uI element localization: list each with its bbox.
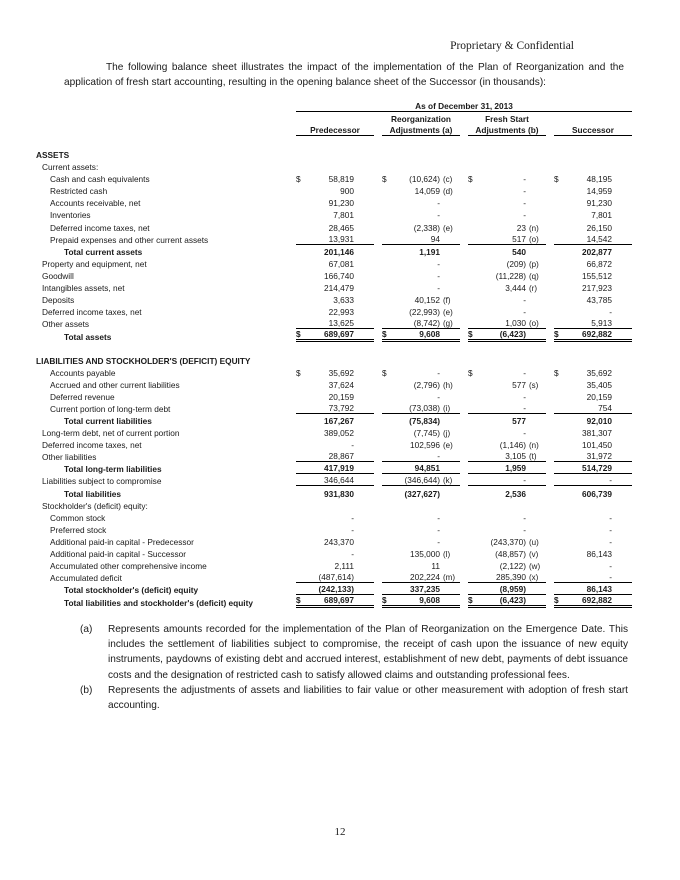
cell-value: - [523,428,526,439]
table-row [36,535,632,547]
cell-value: 7,801 [591,210,612,221]
cell-value: (2,122) [499,560,526,571]
row-label: Common stock [50,512,106,523]
row-label: Total liabilities and stockholder's (deficit) equity [64,597,253,608]
table-row [36,571,632,583]
table-row [36,305,632,317]
cell-value: 285,390 [496,571,526,582]
cell-value: 14,542 [586,233,612,244]
cell-value: 35,692 [586,368,612,379]
cell-note: (j) [443,429,451,439]
table-row [36,499,632,511]
currency-symbol: $ [382,594,387,605]
cell-value: - [609,524,612,535]
cell-value: 417,919 [324,463,354,474]
cell-value: - [523,294,526,305]
currency-symbol: $ [554,368,559,379]
footnote-letter: (b) [80,684,93,696]
cell-value: 92,010 [586,416,612,427]
cell-value: 577 [512,380,526,391]
row-label: Total current liabilities [64,416,152,427]
cell-value: 3,633 [333,294,354,305]
cell-value: 22,993 [328,306,354,317]
cell-value: 73,792 [328,403,354,414]
cell-value: 67,081 [328,258,354,269]
cell-value: - [523,475,526,486]
cell-value: (242,133) [318,583,354,594]
cell-value: - [437,512,440,523]
currency-symbol: $ [296,174,301,185]
as-of-header: As of December 31, 2013 [296,101,632,112]
row-label: Long-term debt, net of current portion [42,428,180,439]
row-label: Accounts payable [50,368,116,379]
page-number: 12 [334,826,346,838]
cell-value: - [437,392,440,403]
row-label: Other assets [42,318,90,329]
table-row [36,438,632,450]
table-row [36,269,632,281]
cell-value: 11 [431,560,440,571]
table-row [36,583,632,595]
cell-value: 20,159 [328,392,354,403]
cell-value: 517 [512,233,526,244]
cell-value: 606,739 [582,488,612,499]
footnote-text: Represents amounts recorded for the implementation of the Plan of Reorganization on the Emergence Date. This includes the settlement of liabilities subject to compromise, the receipt of cash upon the issuance of new equity instruments, paydowns of existing debt and accrued interest, establishment of new debt, payments of debt issuance costs and the designation of restricted cash to satisfy allowed claims and outstanding professional fees. [108,624,628,681]
currency-symbol: $ [468,594,473,605]
row-label: Accumulated deficit [50,572,122,583]
table-row [36,160,632,172]
row-label: Total current assets [64,246,143,257]
cell-value: 692,882 [582,328,612,339]
cell-value: - [523,392,526,403]
column-header-line1 [554,112,632,124]
cell-note: (v) [529,549,539,559]
table-row [36,378,632,390]
row-label: Total liabilities [64,488,122,499]
cell-value: 514,729 [582,463,612,474]
table-row [36,317,632,329]
cell-value: 155,512 [582,270,612,281]
table-row [36,196,632,208]
cell-value: - [523,198,526,209]
currency-symbol: $ [296,368,301,379]
cell-value: (8,959) [499,583,526,594]
row-label: ASSETS [36,150,70,161]
cell-value: 28,867 [328,451,354,462]
cell-value: 217,923 [582,282,612,293]
cell-value: - [437,210,440,221]
cell-note: (e) [443,441,453,451]
cell-value: 243,370 [324,536,354,547]
confidential-label: Proprietary & Confidential [450,40,574,52]
column-header-line1: Fresh Start [485,114,529,125]
table-row [36,547,632,559]
cell-value: 23 [516,222,526,233]
cell-note: (q) [529,271,539,281]
cell-value: 3,105 [505,451,526,462]
cell-value: 37,624 [328,380,354,391]
currency-symbol: $ [554,328,559,339]
cell-value: 20,159 [586,392,612,403]
column-header-successor: Successor [554,125,632,136]
row-label: Total stockholder's (deficit) equity [64,584,199,595]
table-row [36,402,632,414]
column-header-predecessor: Predecessor [296,125,374,136]
cell-value: (1,146) [499,440,526,451]
cell-value: 35,405 [586,380,612,391]
cell-value: 337,235 [410,583,440,594]
cell-value: 91,230 [586,198,612,209]
cell-value: 167,267 [324,416,354,427]
cell-value: 381,307 [582,428,612,439]
cell-value: 577 [512,416,526,427]
cell-value: 900 [340,186,354,197]
table-row [36,366,632,378]
cell-value: - [351,512,354,523]
cell-value: - [351,524,354,535]
cell-value: 58,819 [328,174,354,185]
row-label [36,136,290,148]
table-row [36,208,632,220]
cell-note: (o) [529,318,539,328]
table-row [36,390,632,402]
row-label: Deposits [42,294,75,305]
cell-value: 166,740 [324,270,354,281]
table-row [36,184,632,196]
cell-value: 13,931 [328,233,354,244]
row-label: Other liabilities [42,452,97,463]
row-label: Total long-term liabilities [64,464,162,475]
row-label: Inventories [50,210,91,221]
cell-value: - [523,524,526,535]
currency-symbol: $ [554,174,559,185]
row-label: Accrued and other current liabilities [50,380,180,391]
row-label: Intangibles assets, net [42,282,125,293]
table-row [36,293,632,305]
cell-value: 40,152 [414,294,440,305]
table-row [36,136,632,148]
cell-note: (e) [443,223,453,233]
cell-value: 9,608 [419,594,440,605]
table-row [36,245,632,257]
table-row [36,462,632,474]
cell-value: - [523,368,526,379]
cell-value: 202,224 [410,571,440,582]
cell-value: 389,052 [324,428,354,439]
currency-symbol: $ [382,174,387,185]
cell-value: (6,423) [499,594,526,605]
cell-value: (75,834) [409,416,440,427]
table-row [36,220,632,232]
cell-value: 1,030 [505,317,526,328]
cell-value: 94 [430,233,440,244]
cell-note: (n) [529,441,539,451]
cell-value: 7,801 [333,210,354,221]
row-label: Property and equipment, net [42,258,147,269]
cell-note: (d) [443,187,453,197]
currency-symbol: $ [296,594,301,605]
cell-note: (k) [443,476,453,486]
footnote-text: Represents the adjustments of assets and liabilities to fair value or other measurement with adoption of fresh start accounting. [108,684,628,712]
cell-value: (6,423) [499,328,526,339]
cell-value: - [523,186,526,197]
cell-value: (8,742) [413,317,440,328]
cell-note: (x) [529,572,539,582]
row-label: Deferred income taxes, net [50,222,150,233]
cell-note: (r) [529,283,537,293]
table-row [36,354,632,366]
cell-value: (209) [506,258,526,269]
cell-value: - [437,451,440,462]
cell-value: - [609,306,612,317]
cell-note: (e) [443,307,453,317]
cell-value: - [351,440,354,451]
cell-value: 13,625 [328,317,354,328]
cell-value: - [609,512,612,523]
cell-value: (2,338) [413,222,440,233]
currency-symbol: $ [468,174,473,185]
cell-value: - [437,282,440,293]
row-label: Deferred income taxes, net [42,440,142,451]
cell-value: 201,146 [324,246,354,257]
row-label: Liabilities subject to compromise [42,476,162,487]
cell-value: 14,059 [414,186,440,197]
cell-note: (w) [529,561,541,571]
cell-value: 135,000 [410,548,440,559]
cell-value: 689,697 [324,594,354,605]
cell-note: (l) [443,549,451,559]
cell-value: 26,150 [586,222,612,233]
cell-note: (c) [443,175,453,185]
cell-value: - [351,548,354,559]
cell-value: 540 [512,246,526,257]
currency-symbol: $ [468,368,473,379]
table-row [36,329,632,342]
cell-value: - [523,306,526,317]
row-label: Goodwill [42,270,74,281]
cell-value: (73,038) [409,403,440,414]
cell-value: 931,830 [324,488,354,499]
cell-note: (h) [443,381,453,391]
cell-value: 1,959 [505,463,526,474]
cell-value: 91,230 [328,198,354,209]
cell-value: 48,195 [586,174,612,185]
balance-sheet-table [36,100,632,608]
cell-value: (243,370) [490,536,526,547]
cell-value: 754 [598,403,612,414]
row-label: LIABILITIES AND STOCKHOLDER'S (DEFICIT) EQUITY [36,355,251,366]
row-label: Prepaid expenses and other current assets [50,234,209,245]
cell-value: 102,596 [410,440,440,451]
table-row [36,595,632,608]
table-row [36,559,632,571]
table-row [36,486,632,498]
cell-value: - [609,560,612,571]
cell-value: (346,644) [404,475,440,486]
cell-value: - [523,210,526,221]
footnote-letter: (a) [80,624,93,635]
cell-value: 101,450 [582,440,612,451]
cell-value: - [437,258,440,269]
cell-value: - [523,512,526,523]
table-row [36,414,632,426]
table-row [36,257,632,269]
currency-symbol: $ [468,328,473,339]
cell-value: 9,608 [419,328,440,339]
row-label: Additional paid-in capital - Predecessor [50,536,194,547]
cell-value: 86,143 [586,548,612,559]
cell-note: (f) [443,295,451,305]
table-row [36,342,632,354]
cell-value: (327,627) [404,488,440,499]
row-label: Restricted cash [50,186,108,197]
cell-note: (m) [443,572,455,582]
cell-value: 202,877 [582,246,612,257]
cell-value: - [609,536,612,547]
cell-value: - [437,270,440,281]
table-row [36,450,632,462]
cell-note: (p) [529,259,539,269]
cell-value: (487,614) [318,571,354,582]
table-row [36,523,632,535]
row-label: Accounts receivable, net [50,198,141,209]
cell-value: - [437,536,440,547]
column-header-reorganization: Adjustments (a) [382,125,460,136]
row-label: Deferred revenue [50,392,115,403]
cell-value: - [437,368,440,379]
row-label: Current portion of long-term debt [50,404,171,415]
currency-symbol: $ [382,328,387,339]
table-row [36,148,632,160]
cell-value: 86,143 [586,583,612,594]
cell-note: (i) [443,404,451,414]
cell-note: (u) [529,537,539,547]
table-row [36,426,632,438]
cell-value: - [437,524,440,535]
cell-value: (2,796) [413,380,440,391]
cell-value: 31,972 [586,451,612,462]
cell-value: (10,624) [409,174,440,185]
footnotes [80,622,628,713]
intro-paragraph: The following balance sheet illustrates the impact of the implementation of the Plan of Reorganization and the application of fresh start accounting, resulting in the opening balance sheet of the Successor (in thousands): [64,62,624,88]
row-label [36,342,290,354]
currency-symbol: $ [382,368,387,379]
row-label: Total assets [64,331,112,342]
row-label: Current assets: [42,162,99,173]
cell-value: 35,692 [328,368,354,379]
cell-value: 3,444 [505,282,526,293]
footnote-b [80,683,628,713]
cell-value: - [523,403,526,414]
row-label: Accumulated other comprehensive income [50,560,207,571]
table-row [36,511,632,523]
cell-value: - [609,475,612,486]
table-row [36,474,632,486]
cell-value: (22,993) [409,306,440,317]
cell-value: 1,191 [419,246,440,257]
currency-symbol: $ [554,594,559,605]
cell-value: - [609,571,612,582]
currency-symbol: $ [296,328,301,339]
column-header-fresh-start: Adjustments (b) [468,125,546,136]
cell-value: 5,913 [591,317,612,328]
cell-value: 214,479 [324,282,354,293]
cell-value: 28,465 [328,222,354,233]
cell-value: (48,857) [495,548,526,559]
cell-value: - [523,174,526,185]
cell-value: 689,697 [324,328,354,339]
row-label: Additional paid-in capital - Successor [50,548,187,559]
cell-value: 692,882 [582,594,612,605]
row-label: Preferred stock [50,524,107,535]
cell-value: (7,745) [413,428,440,439]
cell-value: 94,851 [414,463,440,474]
cell-note: (n) [529,223,539,233]
table-row [36,172,632,184]
cell-value: 43,785 [586,294,612,305]
cell-value: 66,872 [586,258,612,269]
cell-value: 14,959 [586,186,612,197]
cell-note: (t) [529,452,537,462]
cell-value: - [437,198,440,209]
cell-note: (g) [443,318,453,328]
cell-value: 2,111 [334,560,354,571]
table-row [36,281,632,293]
row-label: Deferred income taxes, net [42,306,142,317]
column-header-line1: Reorganization [391,114,451,125]
row-label: Cash and cash equivalents [50,174,150,185]
column-header-line1 [296,112,374,124]
cell-note: (o) [529,234,539,244]
cell-value: 346,644 [324,475,354,486]
cell-note: (s) [529,381,539,391]
row-label: Stockholder's (deficit) equity: [42,500,148,511]
cell-value: 2,536 [505,488,526,499]
footnote-a [80,622,628,683]
cell-value: (11,228) [495,270,526,281]
table-row [36,233,632,245]
